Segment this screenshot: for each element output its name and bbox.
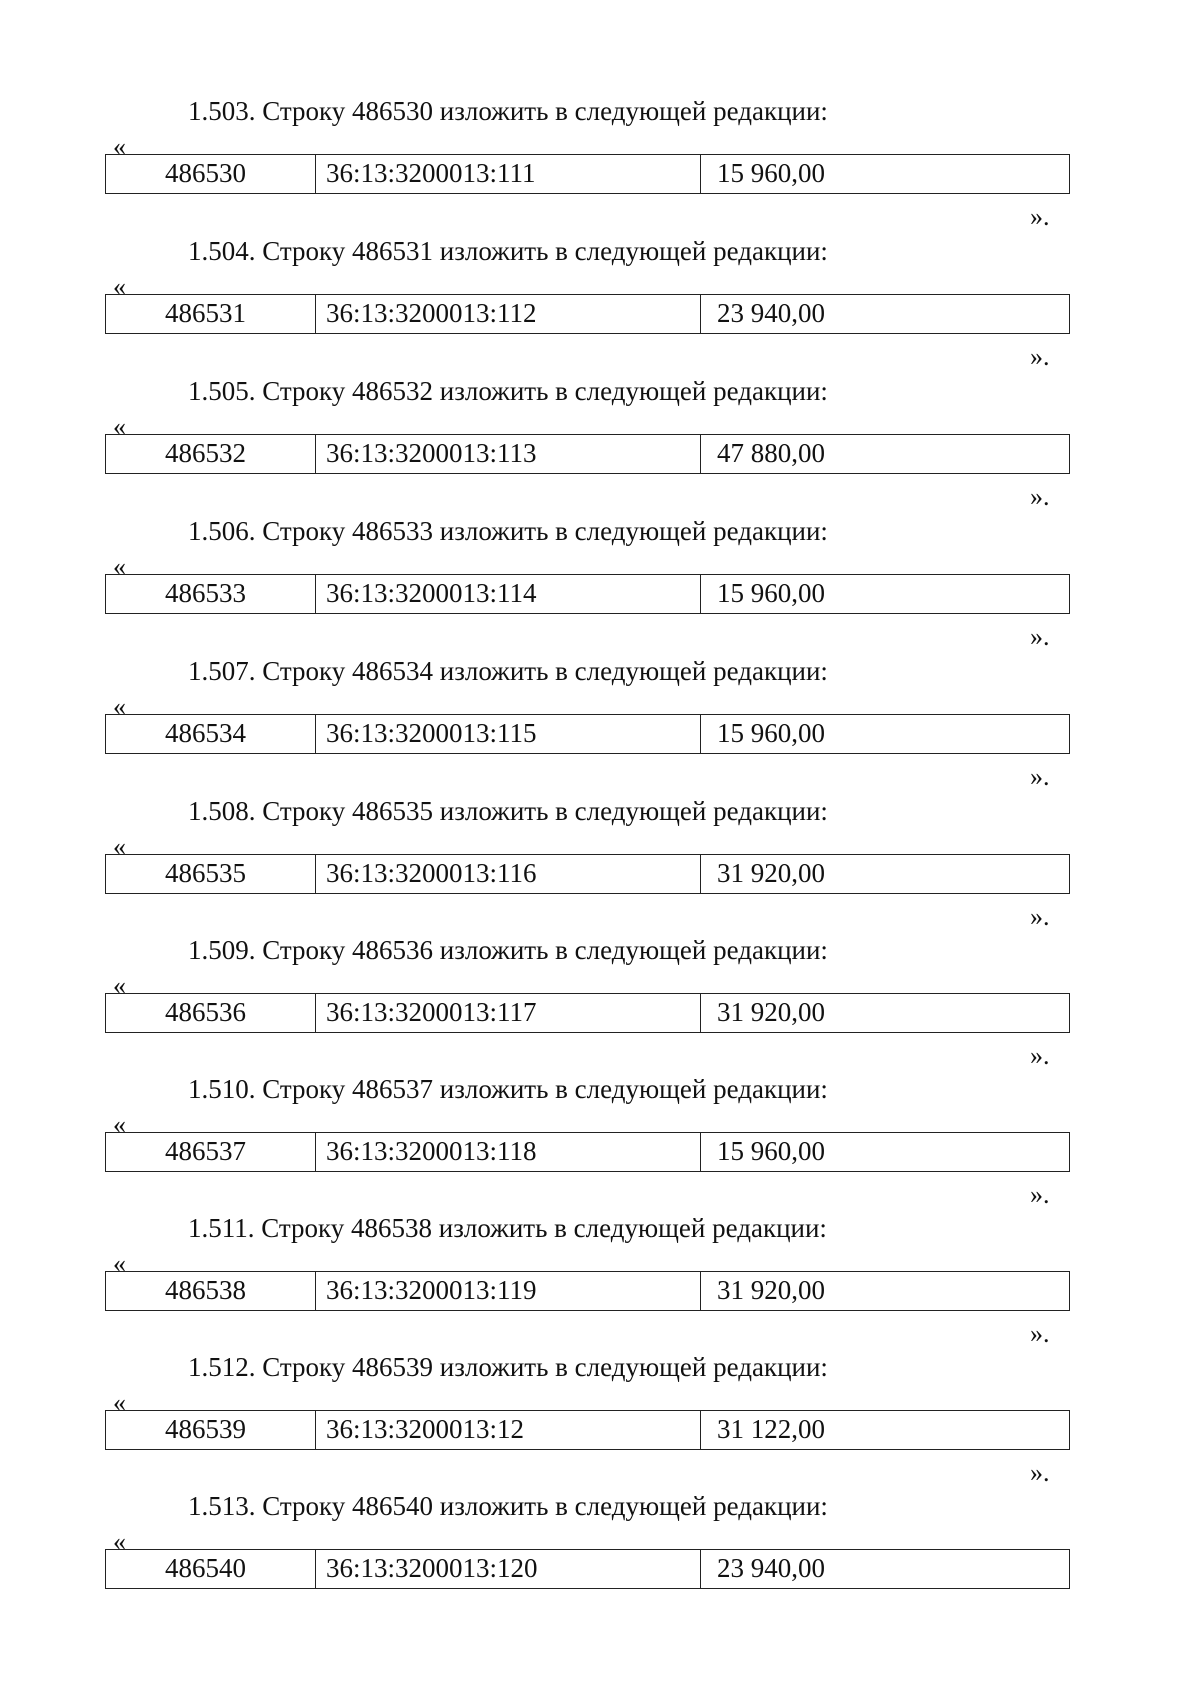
amendment-heading: 1.511. Строку 486538 изложить в следующей редакции: (188, 1213, 827, 1243)
row-number-cell: 486535 (106, 855, 316, 893)
closing-quote: ». (1030, 902, 1050, 931)
value-cell: 23 940,00 (717, 298, 825, 328)
opening-quote: « (113, 1110, 126, 1139)
value-cell: 47 880,00 (717, 438, 825, 468)
opening-quote: « (113, 412, 126, 441)
amendment-heading: 1.512. Строку 486539 изложить в следующей редакции: (188, 1352, 828, 1382)
amendment-item (0, 796, 1200, 936)
closing-quote: ». (1030, 202, 1050, 231)
closing-quote: ». (1030, 342, 1050, 371)
cadastral-number-cell: 36:13:3200013:12 (316, 1411, 701, 1449)
opening-quote: « (113, 1388, 126, 1417)
amendment-item (0, 1352, 1200, 1492)
value-cell: 31 920,00 (717, 1275, 825, 1305)
amendment-heading: 1.508. Строку 486535 изложить в следующей редакции: (188, 796, 828, 826)
amendment-table-row (105, 1410, 1070, 1450)
amendment-table-row (105, 993, 1070, 1033)
opening-quote: « (113, 1527, 126, 1556)
opening-quote: « (113, 1249, 126, 1278)
amendment-table-row (105, 434, 1070, 474)
value-cell: 15 960,00 (717, 718, 825, 748)
opening-quote: « (113, 272, 126, 301)
closing-quote: ». (1030, 622, 1050, 651)
amendment-table-row (105, 1549, 1070, 1589)
row-number-cell: 486531 (106, 295, 316, 333)
value-cell: 31 920,00 (717, 997, 825, 1027)
amendment-item (0, 376, 1200, 516)
amendment-heading: 1.506. Строку 486533 изложить в следующей редакции: (188, 516, 828, 546)
opening-quote: « (113, 132, 126, 161)
amendment-heading: 1.513. Строку 486540 изложить в следующей редакции: (188, 1491, 828, 1521)
amendment-table-row (105, 294, 1070, 334)
value-cell: 15 960,00 (717, 158, 825, 188)
amendment-item (0, 1491, 1200, 1631)
cadastral-number-cell: 36:13:3200013:116 (316, 855, 701, 893)
closing-quote: ». (1030, 1180, 1050, 1209)
row-number-cell: 486540 (106, 1550, 316, 1588)
row-number-cell: 486534 (106, 715, 316, 753)
amendment-heading: 1.503. Строку 486530 изложить в следующей редакции: (188, 96, 828, 126)
cadastral-number-cell: 36:13:3200013:119 (316, 1272, 701, 1310)
amendment-item (0, 1213, 1200, 1353)
amendment-table-row (105, 714, 1070, 754)
cadastral-number-cell: 36:13:3200013:113 (316, 435, 701, 473)
amendment-item (0, 1074, 1200, 1214)
amendment-table-row (105, 1132, 1070, 1172)
row-number-cell: 486533 (106, 575, 316, 613)
row-number-cell: 486532 (106, 435, 316, 473)
cadastral-number-cell: 36:13:3200013:120 (316, 1550, 701, 1588)
amendment-heading: 1.507. Строку 486534 изложить в следующей редакции: (188, 656, 828, 686)
amendment-item (0, 236, 1200, 376)
opening-quote: « (113, 832, 126, 861)
amendment-item (0, 656, 1200, 796)
row-number-cell: 486539 (106, 1411, 316, 1449)
cadastral-number-cell: 36:13:3200013:111 (316, 155, 701, 193)
row-number-cell: 486536 (106, 994, 316, 1032)
row-number-cell: 486530 (106, 155, 316, 193)
amendment-table-row (105, 574, 1070, 614)
cadastral-number-cell: 36:13:3200013:115 (316, 715, 701, 753)
amendment-table-row (105, 854, 1070, 894)
cadastral-number-cell: 36:13:3200013:118 (316, 1133, 701, 1171)
closing-quote: ». (1030, 482, 1050, 511)
amendment-item (0, 935, 1200, 1075)
amendment-table-row (105, 1271, 1070, 1311)
value-cell: 31 920,00 (717, 858, 825, 888)
amendment-heading: 1.505. Строку 486532 изложить в следующей редакции: (188, 376, 828, 406)
value-cell: 15 960,00 (717, 578, 825, 608)
row-number-cell: 486538 (106, 1272, 316, 1310)
closing-quote: ». (1030, 1458, 1050, 1487)
amendment-heading: 1.504. Строку 486531 изложить в следующей редакции: (188, 236, 828, 266)
amendment-item (0, 516, 1200, 656)
value-cell: 31 122,00 (717, 1414, 825, 1444)
amendment-heading: 1.510. Строку 486537 изложить в следующей редакции: (188, 1074, 828, 1104)
closing-quote: ». (1030, 1319, 1050, 1348)
cadastral-number-cell: 36:13:3200013:114 (316, 575, 701, 613)
amendment-table-row (105, 154, 1070, 194)
opening-quote: « (113, 971, 126, 1000)
opening-quote: « (113, 692, 126, 721)
opening-quote: « (113, 552, 126, 581)
amendment-heading: 1.509. Строку 486536 изложить в следующей редакции: (188, 935, 828, 965)
row-number-cell: 486537 (106, 1133, 316, 1171)
closing-quote: ». (1030, 762, 1050, 791)
closing-quote: ». (1030, 1041, 1050, 1070)
value-cell: 15 960,00 (717, 1136, 825, 1166)
value-cell: 23 940,00 (717, 1553, 825, 1583)
amendment-item (0, 96, 1200, 236)
cadastral-number-cell: 36:13:3200013:112 (316, 295, 701, 333)
cadastral-number-cell: 36:13:3200013:117 (316, 994, 701, 1032)
